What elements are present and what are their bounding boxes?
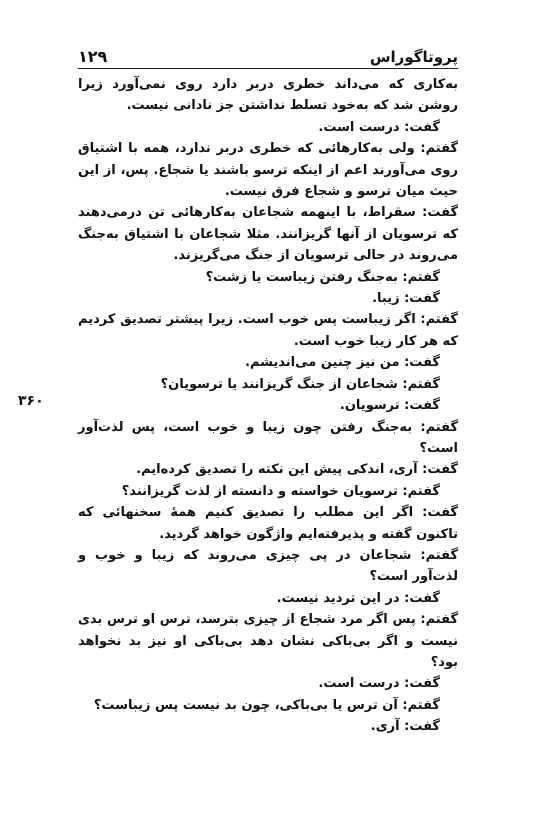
- dialogue-line: گفتم: اگر زیباست پس خوب است. زیرا پیشتر تصدیق کردیم که هر کار زیبا خوب است.: [78, 312, 458, 349]
- dialogue-line: گفت: سقراط، با اینهمه شجاعان به‌کارهائی تن درمی‌دهند که ترسویان از آنها گریزانند. مثلا شجاعان با اشتیاق به‌جنگ می‌روند در حالی ترسویان از جنگ می‌گریزند.: [78, 205, 458, 264]
- dialogue-line: گفتم: ولی به‌کارهائی که خطری دربر ندارد، همه با اشتیاق روی می‌آورند اعم از اینکه ترسو باشند یا شجاع. پس، از این حیث میان ترسو و شجاع فرق نیست.: [78, 141, 458, 200]
- running-title: پروتاگوراس: [369, 48, 458, 66]
- dialogue-line: گفت: ترسویان.: [339, 398, 440, 414]
- dialogue-line: گفت: زیبا.: [372, 291, 440, 307]
- dialogue-line: گفت: در این تردید نیست.: [276, 590, 440, 606]
- dialogue-line: گفت: اگر این مطلب را تصدیق کنیم همهٔ سخنهائی که تاکنون گفته و پذیرفته‌ایم واژگون خواهد گردید.: [78, 505, 458, 542]
- dialogue-line: گفتم: به‌جنگ رفتن زیباست یا زشت؟: [205, 269, 440, 285]
- dialogue-line: گفت: درست است.: [318, 119, 440, 135]
- page-number: ۱۲۹: [78, 47, 108, 66]
- paragraph-continued: به‌کاری که می‌داند خطری دربر دارد روی نمی‌آورد زیرا روشن شد که به‌خود تسلط نداشتن جز نادانی نیست.: [78, 77, 458, 114]
- dialogue-line: گفت: آری.: [370, 719, 440, 735]
- header-rule: [78, 68, 458, 69]
- dialogue-line: گفتم: شجاعان در پی چیزی می‌روند که زیبا و خوب و لذت‌آور است؟: [78, 547, 458, 585]
- body-text: [78, 74, 458, 738]
- margin-reference-number: ۳۶۰: [18, 393, 44, 409]
- dialogue-line: گفتم: شجاعان از جنگ گریزانند یا ترسویان؟: [160, 376, 440, 392]
- dialogue-line: گفت: آری، اندکی پیش این نکته را تصدیق کرده‌ایم.: [136, 462, 458, 478]
- dialogue-line: گفتم: ترسویان خواسته و دانسته از لذت گریزانند؟: [121, 483, 440, 499]
- dialogue-line: گفت: درست است.: [318, 676, 440, 692]
- dialogue-line: گفتم: آن ترس یا بی‌باکی، چون بد نیست پس زیباست؟: [93, 697, 440, 713]
- dialogue-line: گفتم: به‌جنگ رفتن چون زیبا و خوب است، پس لذت‌آور است؟: [78, 419, 458, 456]
- running-header: [78, 42, 458, 66]
- dialogue-line: گفتم: پس اگر مرد شجاع از چیزی بترسد، ترس او ترس بدی نیست و اگر بی‌باکی نشان دهد بی‌باکی او نیز بد نخواهد بود؟: [78, 612, 458, 670]
- dialogue-line: گفت: من نیز چنین می‌اندیشم.: [245, 355, 440, 371]
